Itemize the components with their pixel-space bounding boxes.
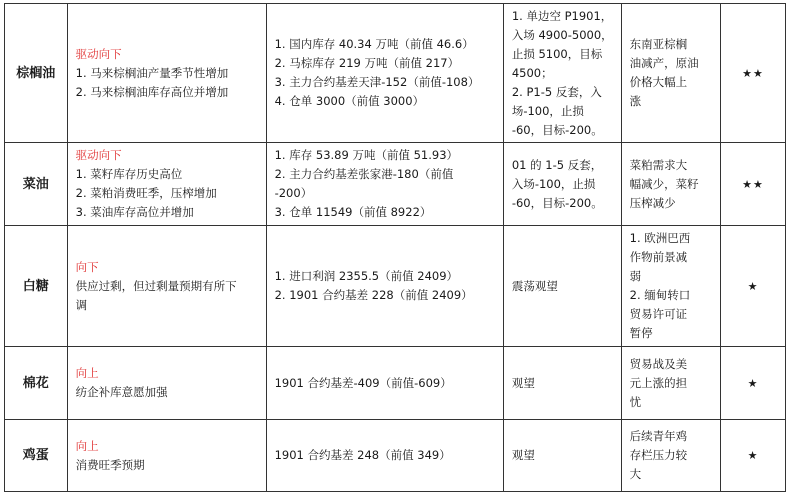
- risk-line: 菜粕需求大: [629, 157, 688, 172]
- risk-line: 暂停: [629, 326, 653, 340]
- table-row: [5, 4, 786, 143]
- strategy-cell: [503, 347, 621, 420]
- data-line: 1901 合约基差 248（前值 349）: [274, 448, 451, 462]
- strategy-line: -60，目标-200。: [511, 195, 603, 210]
- data-cell: [266, 347, 503, 420]
- driver-line: 供应过剩，但过剩量预期有所下: [75, 278, 237, 293]
- strategy-line: 场-100，止损: [511, 103, 584, 118]
- risk-line: 2. 缅甸转口: [629, 288, 691, 302]
- strategy-line: 入场 4900-5000，: [511, 27, 613, 42]
- direction-label: 驱动向下: [75, 46, 122, 61]
- data-line: 3. 主力合约基差天津-152（前值-108）: [274, 75, 480, 89]
- data-cell: [266, 226, 503, 347]
- data-line: 1. 国内库存 40.34 万吨（前值 46.6）: [274, 37, 474, 51]
- star-rating: ★★: [721, 4, 786, 143]
- strategy-line: 观望: [511, 375, 535, 390]
- driver-line: 2. 菜粕消费旺季，压榨增加: [75, 186, 217, 200]
- driver-line: 1. 菜籽库存历史高位: [75, 167, 183, 181]
- driver-line: 3. 菜油库存高位并增加: [75, 205, 194, 219]
- strategy-line: 震荡观望: [511, 278, 558, 293]
- star-rating: ★★: [721, 143, 786, 226]
- risk-line: 作物前景减: [629, 250, 688, 264]
- table-row: [5, 143, 786, 226]
- strategy-line: 01 的 1-5 反套，: [511, 157, 603, 172]
- strategy-cell: [503, 420, 621, 492]
- risk-line: 油减产，原油: [629, 56, 699, 70]
- category-cell: 鸡蛋: [5, 420, 68, 492]
- risk-line: 压榨减少: [629, 195, 676, 210]
- category-cell: 白糖: [5, 226, 68, 347]
- risk-line: 贸易战及美: [629, 356, 688, 371]
- strategy-line: 1. 单边空 P1901，: [511, 8, 613, 23]
- direction-label: 向上: [75, 438, 99, 453]
- risk-line: 元上涨的担: [629, 375, 688, 390]
- data-line: 2. 马棕库存 219 万吨（前值 217）: [274, 56, 460, 70]
- risk-line: 涨: [629, 94, 642, 108]
- data-line: 1. 库存 53.89 万吨（前值 51.93）: [274, 148, 459, 162]
- risk-cell: [621, 347, 720, 420]
- driver-line: 纺企补库意愿加强: [75, 385, 168, 399]
- strategy-line: -60，目标-200。: [511, 122, 603, 137]
- star-rating: ★: [721, 226, 786, 347]
- driver-cell: [67, 226, 266, 347]
- risk-line: 存栏压力较: [629, 448, 688, 462]
- data-cell: [266, 143, 503, 226]
- risk-line: 价格大幅上: [629, 75, 688, 89]
- risk-line: 贸易许可证: [629, 307, 688, 321]
- driver-cell: [67, 420, 266, 492]
- risk-cell: [621, 4, 720, 143]
- strategy-line: 4500；: [511, 65, 553, 80]
- risk-line: 1. 欧洲巴西: [629, 231, 691, 245]
- table-row: [5, 347, 786, 420]
- strategy-cell: [503, 143, 621, 226]
- direction-label: 驱动向下: [75, 148, 122, 162]
- risk-cell: [621, 420, 720, 492]
- data-line: 2. 主力合约基差张家港-180（前值: [274, 167, 454, 181]
- table-row: [5, 420, 786, 492]
- risk-line: 后续青年鸡: [629, 429, 688, 443]
- strategy-line: 止损 5100，目标: [511, 46, 603, 61]
- table-row: [5, 226, 786, 347]
- category-cell: 棕榈油: [5, 4, 68, 143]
- driver-cell: [67, 4, 266, 143]
- data-line: -200）: [274, 186, 313, 200]
- star-rating: ★: [721, 347, 786, 420]
- risk-line: 幅减少，菜籽: [629, 176, 699, 191]
- data-cell: [266, 4, 503, 143]
- table-body: [5, 4, 786, 492]
- strategy-cell: [503, 226, 621, 347]
- category-cell: 菜油: [5, 143, 68, 226]
- risk-line: 弱: [629, 269, 642, 283]
- driver-line: 调: [75, 297, 88, 312]
- driver-line: 1. 马来棕榈油产量季节性增加: [75, 65, 229, 80]
- driver-cell: [67, 143, 266, 226]
- driver-line: 消费旺季预期: [75, 457, 145, 472]
- strategy-line: 入场-100，止损: [511, 176, 596, 191]
- direction-label: 向下: [75, 259, 99, 274]
- star-rating: ★: [721, 420, 786, 492]
- risk-cell: [621, 143, 720, 226]
- driver-line: 2. 马来棕榈油库存高位并增加: [75, 84, 229, 99]
- data-cell: [266, 420, 503, 492]
- strategy-line: 2. P1-5 反套，入: [511, 84, 602, 99]
- risk-line: 东南亚棕榈: [629, 37, 688, 51]
- risk-cell: [621, 226, 720, 347]
- strategy-line: 观望: [511, 448, 535, 462]
- category-cell: 棉花: [5, 347, 68, 420]
- data-line: 1. 进口利润 2355.5（前值 2409）: [274, 269, 459, 283]
- commodity-table: [4, 3, 786, 492]
- data-line: 3. 仓单 11549（前值 8922）: [274, 205, 432, 219]
- driver-cell: [67, 347, 266, 420]
- data-line: 4. 仓单 3000（前值 3000）: [274, 94, 425, 108]
- data-line: 1901 合约基差-409（前值-609）: [274, 375, 452, 390]
- strategy-cell: [503, 4, 621, 143]
- risk-line: 大: [629, 467, 642, 481]
- direction-label: 向上: [75, 366, 99, 380]
- risk-line: 忧: [629, 394, 642, 409]
- data-line: 2. 1901 合约基差 228（前值 2409）: [274, 288, 473, 302]
